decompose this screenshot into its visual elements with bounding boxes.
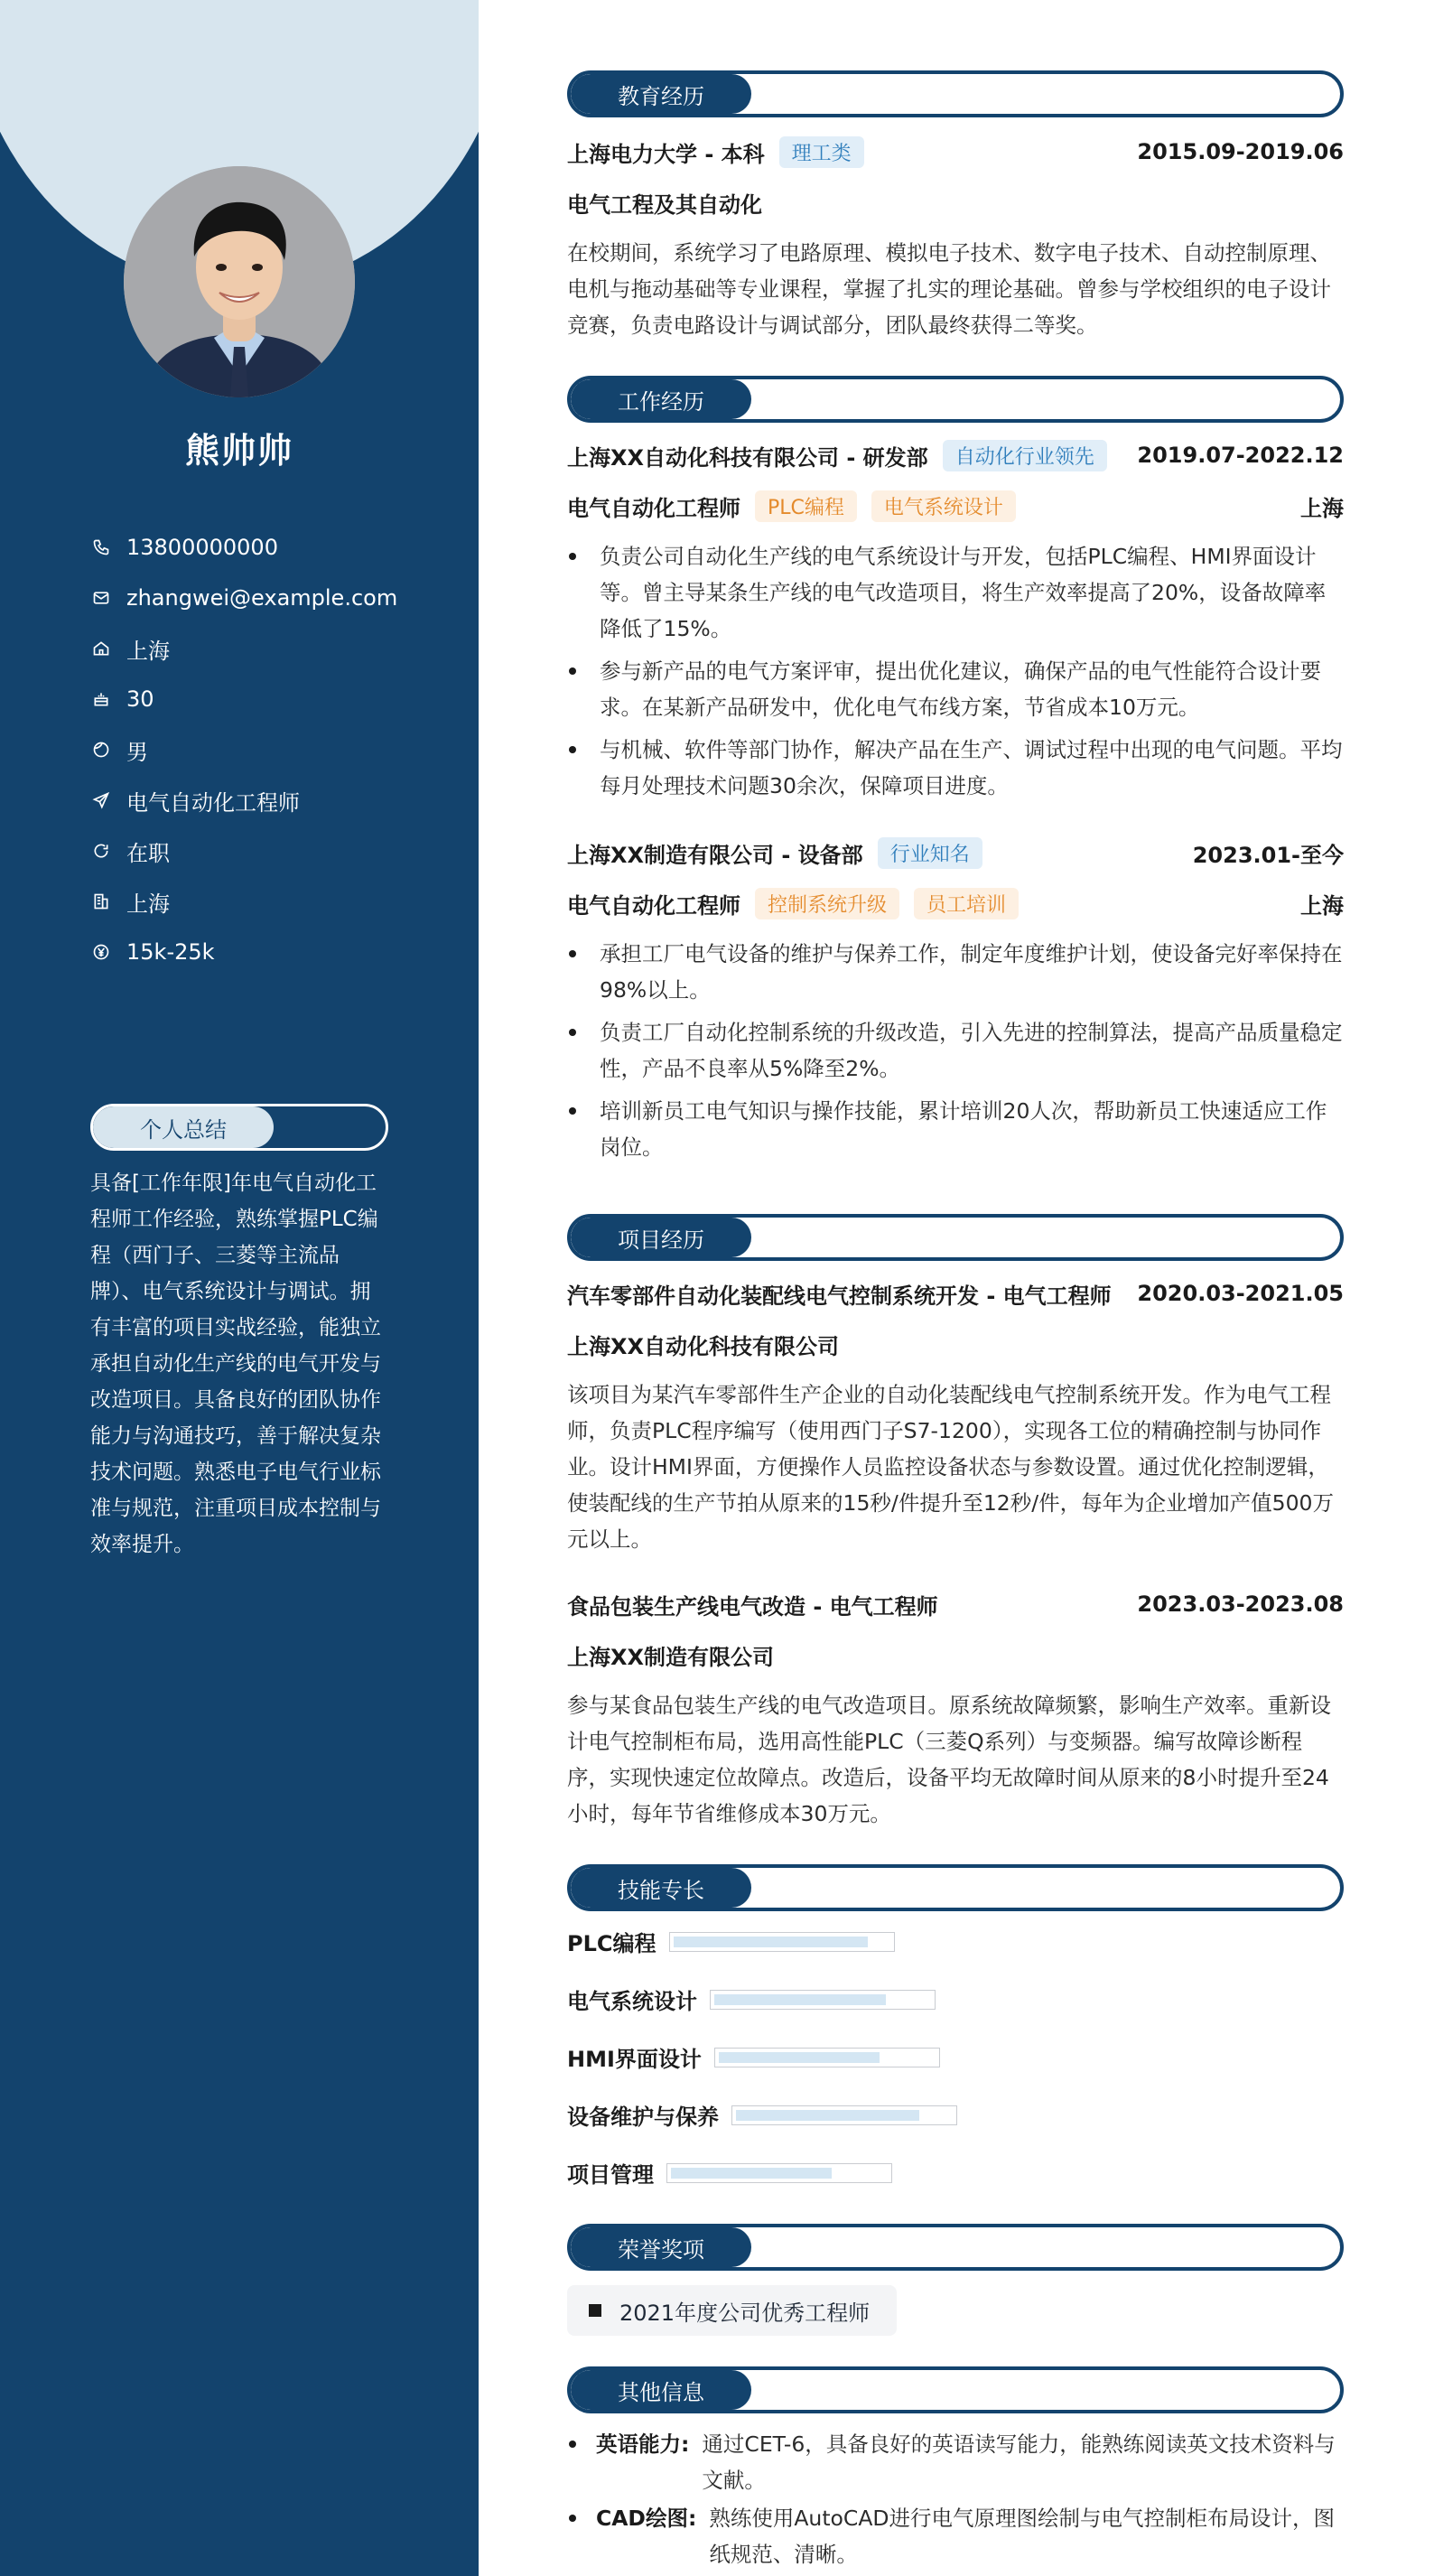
other-info-list <box>567 2426 1344 2574</box>
job-2-date: 2023.01-至今 <box>1192 842 1344 868</box>
skill-row-hmi <box>567 2041 940 2073</box>
skill-level-bar <box>669 1932 895 1952</box>
skill-level-fill <box>719 2052 880 2063</box>
other-title-label: 其他信息 <box>571 2370 751 2410</box>
education-date: 2015.09-2019.06 <box>1137 139 1344 164</box>
gender-icon <box>90 739 112 761</box>
salary-text: 15k-25k <box>126 939 215 965</box>
skills-title-label: 技能专长 <box>571 1868 751 1908</box>
job-2-bullets <box>567 936 1344 1171</box>
education-description: 在校期间，系统学习了电路原理、模拟电子技术、数字电子技术、自动控制原理、电机与拖动基础等专业课程，掌握了扎实的理论基础。曾参与学校组织的电子设计竞赛，负责电路设计与调试部分，团队最终获得二等奖。 <box>567 240 1331 338</box>
job-2-tag: 行业知名 <box>878 837 982 869</box>
job-2-company: 上海XX制造有限公司 - 设备部 <box>567 842 863 868</box>
skill-name: 电气系统设计 <box>567 1989 697 2014</box>
honor-text: 2021年度公司优秀工程师 <box>619 2300 871 2326</box>
job-2-role: 电气自动化工程师 <box>567 892 740 919</box>
other-text: 熟练使用AutoCAD进行电气原理图绘制与电气控制柜布局设计，图纸规范、清晰。 <box>709 2506 1335 2567</box>
other-section-title <box>567 2366 1344 2413</box>
list-item: 负责工厂自动化控制系统的升级改造，引入先进的控制算法，提高产品质量稳定性，产品不良率从5%降至2%。 <box>567 1014 1344 1087</box>
job-2-skill-1: 控制系统升级 <box>755 888 899 919</box>
status-text: 在职 <box>126 840 170 866</box>
skill-level-fill <box>674 1937 868 1947</box>
skill-level-bar <box>666 2163 892 2183</box>
sidebar <box>0 0 479 2576</box>
job-1-city: 上海 <box>1300 495 1344 521</box>
info-location <box>90 623 397 674</box>
building-icon <box>90 891 112 912</box>
honors-title-label: 荣誉奖项 <box>571 2227 751 2267</box>
info-work-city <box>90 876 397 927</box>
job-1-header <box>567 437 1344 473</box>
job-1-date: 2019.07-2022.12 <box>1137 443 1344 468</box>
education-section-title <box>567 70 1344 117</box>
work-city-text: 上海 <box>126 891 170 917</box>
skill-name: 设备维护与保养 <box>567 2105 719 2130</box>
job-2-role-row <box>567 885 1344 921</box>
project-1-date: 2020.03-2021.05 <box>1137 1281 1344 1306</box>
cake-icon <box>90 688 112 710</box>
job-1-role: 电气自动化工程师 <box>567 495 740 521</box>
project-2-company: 上海XX制造有限公司 <box>567 1644 775 1670</box>
contact-info-list <box>90 522 397 977</box>
skill-level-fill <box>671 2168 832 2179</box>
job-2-skill-2: 员工培训 <box>914 888 1019 919</box>
send-icon <box>90 789 112 811</box>
other-label: CAD绘图: <box>596 2506 697 2531</box>
education-school: 上海电力大学 - 本科 <box>567 141 765 167</box>
other-label: 英语能力: <box>596 2431 690 2457</box>
skill-level-fill <box>736 2110 919 2121</box>
project-2-company-row <box>567 1637 1344 1673</box>
list-item: 负责公司自动化生产线的电气系统设计与开发，包括PLC编程、HMI界面设计等。曾主导某条生产线的电气改造项目，将生产效率提高了20%，设备故障率降低了15%。 <box>567 538 1344 647</box>
skill-row-plc <box>567 1926 895 1957</box>
age-text: 30 <box>126 686 154 712</box>
project-2-description: 参与某食品包装生产线的电气改造项目。原系统故障频繁，影响生产效率。重新设计电气控制柜布局，选用高性能PLC（三菱Q系列）与变频器。编写故障诊断程序，实现快速定位故障点。改造后，设备平均无故障时间从原来的8小时提升至24小时，每年节省维修成本30万元。 <box>567 1693 1331 1826</box>
skills-section-title <box>567 1864 1344 1911</box>
project-1-name: 汽车零部件自动化装配线电气控制系统开发 - 电气工程师 <box>567 1283 1112 1309</box>
skill-name: PLC编程 <box>567 1931 656 1956</box>
candidate-name: 熊帅帅 <box>184 431 293 471</box>
avatar <box>124 166 355 397</box>
skill-row-project-management <box>567 2157 892 2189</box>
home-icon <box>90 638 112 659</box>
skill-name: 项目管理 <box>567 2162 654 2188</box>
projects-title-label: 项目经历 <box>571 1218 751 1257</box>
square-bullet-icon <box>589 2304 601 2317</box>
skill-level-bar <box>731 2105 957 2125</box>
skill-name: HMI界面设计 <box>567 2047 702 2072</box>
list-item: 参与新产品的电气方案评审，提出优化建议，确保产品的电气性能符合设计要求。在某新产品研发中，优化电气布线方案，节省成本10万元。 <box>567 653 1344 725</box>
list-item: 承担工厂电气设备的维护与保养工作，制定年度维护计划，使设备完好率保持在98%以上。 <box>567 936 1344 1008</box>
project-1-header <box>567 1275 1344 1311</box>
email-text: zhangwei@example.com <box>126 585 398 611</box>
info-phone <box>90 522 397 573</box>
info-age <box>90 674 397 724</box>
info-salary <box>90 927 397 977</box>
projects-section-title <box>567 1214 1344 1261</box>
summary-text: 具备[工作年限]年电气自动化工程师工作经验，熟练掌握PLC编程（西门子、三菱等主流品牌）、电气系统设计与调试。拥有丰富的项目实战经验，能独立承担自动化生产线的电气开发与改造项目。具备良好的团队协作能力与沟通技巧，善于解决复杂技术问题。熟悉电子电气行业标准与规范，注重项目成本控制与效率提升。 <box>90 1171 381 1556</box>
skill-row-maintenance <box>567 2099 957 2131</box>
skill-level-fill <box>714 1994 886 2005</box>
status-icon <box>90 840 112 862</box>
list-item: 与机械、软件等部门协作，解决产品在生产、调试过程中出现的电气问题。平均每月处理技术问题30余次，保障项目进度。 <box>567 732 1344 804</box>
phone-text: 13800000000 <box>126 535 278 560</box>
other-text: 通过CET-6，具备良好的英语读写能力，能熟练阅读英文技术资料与文献。 <box>702 2431 1336 2493</box>
job-2-header <box>567 835 1344 871</box>
summary-section-title <box>90 1104 388 1151</box>
project-2-name: 食品包装生产线电气改造 - 电气工程师 <box>567 1593 938 1619</box>
job-1-skill-1: PLC编程 <box>755 490 857 522</box>
work-section-title <box>567 376 1344 423</box>
job-1-tag: 自动化行业领先 <box>943 440 1107 471</box>
project-1-company: 上海XX自动化科技有限公司 <box>567 1333 840 1359</box>
job-2-city: 上海 <box>1300 892 1344 919</box>
job-1-skill-2: 电气系统设计 <box>871 490 1016 522</box>
honors-section-title <box>567 2224 1344 2271</box>
info-email <box>90 573 397 623</box>
education-title-label: 教育经历 <box>571 74 751 114</box>
list-item <box>567 2500 1344 2572</box>
salary-icon <box>90 941 112 963</box>
job-1-role-row <box>567 488 1344 524</box>
mail-icon <box>90 587 112 609</box>
education-major-row <box>567 184 1344 220</box>
project-2-header <box>567 1586 1344 1622</box>
info-gender <box>90 724 397 775</box>
skill-level-bar <box>710 1990 936 2010</box>
project-2-date: 2023.03-2023.08 <box>1137 1591 1344 1617</box>
summary-title-label: 个人总结 <box>93 1106 274 1148</box>
location-text: 上海 <box>126 638 170 664</box>
education-major: 电气工程及其自动化 <box>567 191 762 218</box>
gender-text: 男 <box>126 739 148 765</box>
skill-row-electrical-design <box>567 1983 936 2015</box>
skill-level-bar <box>714 2048 940 2067</box>
education-header <box>567 134 1344 170</box>
info-status <box>90 826 397 876</box>
work-title-label: 工作经历 <box>571 379 751 419</box>
position-text: 电气自动化工程师 <box>126 789 300 816</box>
job-1-bullets <box>567 538 1344 810</box>
list-item <box>567 2426 1344 2498</box>
project-1-company-row <box>567 1326 1344 1362</box>
job-1-company: 上海XX自动化科技有限公司 - 研发部 <box>567 444 928 471</box>
info-position <box>90 775 397 826</box>
list-item: 培训新员工电气知识与操作技能，累计培训20人次，帮助新员工快速适应工作岗位。 <box>567 1093 1344 1165</box>
project-1-description: 该项目为某汽车零部件生产企业的自动化装配线电气控制系统开发。作为电气工程师，负责PLC程序编写（使用西门子S7-1200），实现各工位的精确控制与协同作业。设计HMI界面，方便操作人员监控设备状态与参数设置。通过优化控制逻辑，使装配线的生产节拍从原来的15秒/件提升至12秒/件，每年为企业增加产值500万元以上。 <box>567 1382 1334 1552</box>
phone-icon <box>90 537 112 558</box>
honor-item <box>567 2285 897 2336</box>
education-tag: 理工类 <box>779 136 864 168</box>
